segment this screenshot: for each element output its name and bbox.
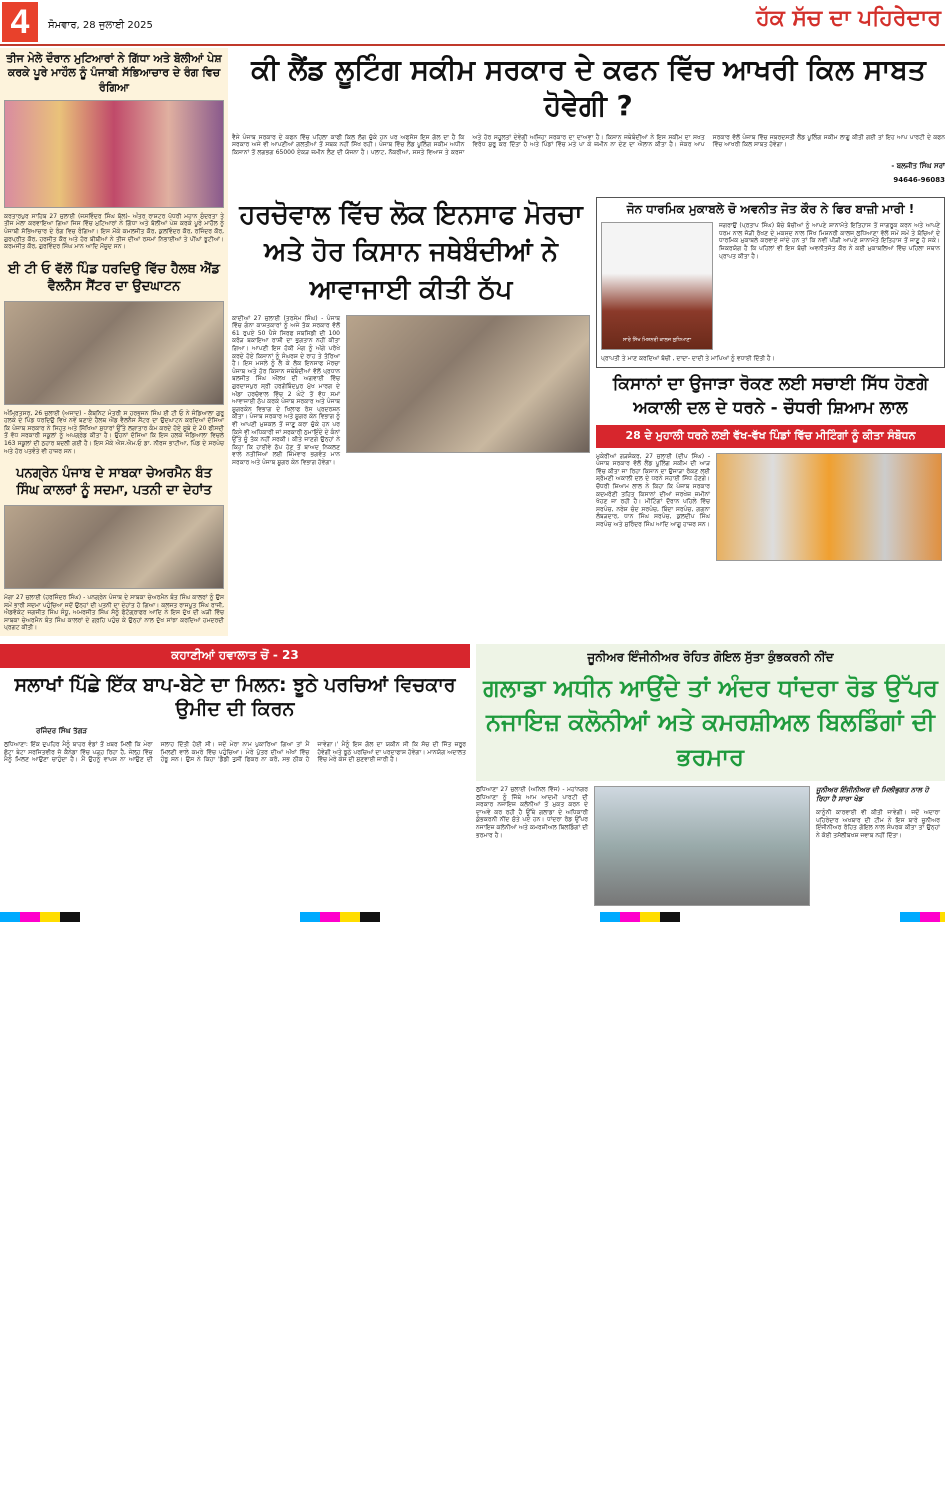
story1-headline: ਤੀਜ ਮੇਲੇ ਦੌਰਾਨ ਮੁਟਿਆਰਾਂ ਨੇ ਗਿੱਧਾ ਅਤੇ ਬੋਲੀਆਂ ਪੇਸ਼ ਕਰਕੇ ਪੂਰੇ ਮਾਹੌਲ ਨੂੰ ਪੰਜਾਬੀ ਸੱਭਿਆਚਾਰ ਦੇ ਰੰਗ ਵਿਚ ਰੰਗਿਆ [6, 52, 222, 94]
color-registration-bar [0, 912, 945, 922]
avneet-headline: ਜੋਨ ਧਾਰਮਿਕ ਮੁਕਾਬਲੇ ਚੋ ਅਵਨੀਤ ਜੋਤ ਕੌਰ ਨੇ ਫਿਰ ਬਾਜ਼ੀ ਮਾਰੀ ! [626, 201, 915, 216]
lead-phone: 94646-96083 [893, 175, 945, 184]
avneet-caption: ਪ੍ਰਾਪਤੀ ਤੇ ਮਾਣ ਕਰਦਿਆਂ ਬੱਚੀ , ਦਾਦਾ- ਦਾਦੀ ਤੇ ਮਾਪਿਆਂ ਨੂੰ ਵਧਾਈ ਦਿੱਤੀ ਹੈ। [601, 355, 775, 363]
harchowal-headline: ਹਰਚੋਵਾਲ ਵਿੱਚ ਲੋਕ ਇਨਸਾਫ ਮੋਰਚਾ ਅਤੇ ਹੋਰ ਕਿਸਾਨ ਜਥੇਬੰਦੀਆਂ ਨੇ ਆਵਾਜਾਈ ਕੀਤੀ ਠੱਪ [239, 199, 583, 305]
series-author: ਰਜਿੰਦਰ ਸਿੰਘ ਤੱਗੜ [36, 726, 88, 735]
avneet-plaque: ਸਾਰੇ ਸਿੱਖ ਮਿਸ਼ਨਰੀ ਕਾਲਜ ਲੁਧਿਆਣਾ [622, 337, 692, 344]
galada-side [816, 786, 940, 839]
harchowal-row [232, 315, 590, 467]
kisan-photo [716, 453, 942, 561]
series-body: ਲੁਧਿਆਣਾ: ਇੱਕ ਦੁਪਹਿਰ ਮੈਨੂੰ ਬਾਹਰ ਵੰਡਾਂ ਤੋਂ ਖ਼ਬਰ ਮਿਲੀ ਕਿ ਮੇਰਾ ਛੋਟਾ ਬੇਟਾ ਸਰਜਿਤਵੀਰ ਜੋ ਕੈਨੇਡਾ ਵਿੱਚ ਪੜ੍ਹ ਰਿਹਾ ਹੈ, ਜੇਲ੍ਹ ਵਿੱਚ ਮੈਨੂੰ ਮਿਲਣ ਆਉਣਾ ਚਾਹੁੰਦਾ ਹੈ। ਮੈਂ ਉਹਨੂੰ ਵਾਪਸ ਨਾ ਆਉਣ ਦੀ ਸਲਾਹ ਦਿੱਤੀ ਹੋਈ ਸੀ। ਜਦੋਂ ਮੇਰਾ ਨਾਮ ਪੁਕਾਰਿਆ ਗਿਆ ਤਾਂ ਮੈਂ ਮਿਲਣੀ ਵਾਲੇ ਕਮਰੇ ਵਿੱਚ ਪਹੁੰਚਿਆ। ਮੇਰੇ ਪੁੱਤਰ ਦੀਆਂ ਅੱਖਾਂ ਵਿੱਚ ਹੰਝੂ ਸਨ। ਉਸ ਨੇ ਕਿਹਾ 'ਡੈਡੀ ਤੁਸੀਂ ਫਿਕਰ ਨਾ ਕਰੋ, ਸਭ ਠੀਕ ਹੋ ਜਾਵੇਗਾ।' ਮੈਨੂੰ ਇਸ ਗੱਲ ਦਾ ਯਕੀਨ ਸੀ ਕਿ ਸੱਚ ਦੀ ਜਿੱਤ ਜ਼ਰੂਰ ਹੋਵੇਗੀ ਅਤੇ ਝੂਠੇ ਪਰਚਿਆਂ ਦਾ ਪਰਦਾਫਾਸ਼ ਹੋਵੇਗਾ। ਮਾਨਯੋਗ ਅਦਾਲਤ ਵਿੱਚ ਮੇਰੇ ਕੇਸ ਦੀ ਸੁਣਵਾਈ ਜਾਰੀ ਹੈ। [4, 740, 466, 764]
galada-section [476, 644, 945, 781]
harchowal-body: ਕਾਦੀਆਂ 27 ਜੁਲਾਈ (ਤਰਸੇਮ ਸਿੰਘ) - ਪੰਜਾਬ ਵਿੱਚ ਗੰਨਾ ਕਾਸ਼ਤਕਾਰਾਂ ਨੂੰ ਅਜੇ ਤੱਕ ਸਰਕਾਰ ਵੱਲੋਂ 61 ਰੁਪਏ 50 ਪੈਸੇ ਸਿਰਫ ਸਬਸਿਡੀ ਦੀ 100 ਕਰੋੜ ਬਕਾਇਆ ਰਾਸ਼ੀ ਦਾ ਭੁਗਤਾਨ ਨਹੀਂ ਕੀਤਾ ਗਿਆ। ਆਪਣੀ ਇਸ ਹੱਕੀ ਮੰਗ ਨੂੰ ਅੱਗੇ ਪਰੋਖੇ ਕਰਦੇ ਹੋਏ ਕਿਸਾਨਾਂ ਨੂੰ ਸੰਘਰਸ਼ ਦੇ ਰਾਹ ਤੇ ਤੋਰਿਆ ਹੈ। ਇਸ ਮਸਲੇ ਨੂੰ ਲੈ ਕੇ ਲੋਕ ਇਨਸਾਫ ਮੋਰਚਾ ਪੰਜਾਬ ਅਤੇ ਹੋਰ ਕਿਸਾਨ ਜਥੇਬੰਦੀਆਂ ਵੱਲੋਂ ਪ੍ਰਧਾਨ ਬਲਜੀਤ ਸਿੰਘ ਔਲਖ ਦੀ ਅਗਵਾਈ ਵਿੱਚ ਗੁਰਦਾਸਪੁਰ ਸ੍ਰੀ ਹਰਗੋਬਿੰਦਪੁਰ ਮੁੱਖ ਮਾਰਗ ਦੇ ਅੱਡਾ ਹਰਚੋਵਾਲ ਵਿੱਚ 2 ਘੰਟੇ ਤੋਂ ਵੱਧ ਸਮਾਂ ਆਵਾਜਾਈ ਠੱਪ ਕਰਕੇ ਪੰਜਾਬ ਸਰਕਾਰ ਅਤੇ ਪੰਜਾਬ ਸ਼ੂਗਰਕੇਨ ਵਿਭਾਗ ਦੇ ਖਿਲਾਫ ਰੋਸ ਪ੍ਰਦਰਸ਼ਨ ਕੀਤਾ। ਪੰਜਾਬ ਸਰਕਾਰ ਅਤੇ ਸ਼ੂਗਰ ਕੇਨ ਵਿਭਾਗ ਨੂੰ ਵੀ ਆਪਣੀ ਮੁਸ਼ਕਲ ਤੋਂ ਜਾਣੂ ਕਰਾ ਚੁੱਕੇ ਹਨ ਪਰ ਕਿਸੇ ਵੀ ਅਧਿਕਾਰੀ ਜਾਂ ਸਰਕਾਰੀ ਨੁਮਾਇੰਦੇ ਦੇ ਕੰਨਾਂ ਉੱਤੇ ਜੂੰ ਤੱਕ ਨਹੀਂ ਸਰਕੀ। ਕੀਤੇ ਜਾਣਗੇ ਉਨ੍ਹਾਂ ਨੇ ਕਿਹਾ ਕਿ ਹਾਈਵੇ ਠੱਪ ਹੋਣ ਤੋਂ ਬਾਅਦ ਨਿਕਲਣ ਵਾਲੇ ਨਤੀਜਿਆਂ ਲਈ ਜ਼ਿੰਮੇਵਾਰ ਭਗਵੰਤ ਮਾਨ ਸਰਕਾਰ ਅਤੇ ਪੰਜਾਬ ਸ਼ੂਗਰ ਕੇਨ ਵਿਭਾਗ ਹੋਵੇਗਾ। [232, 314, 340, 466]
left-column [0, 48, 228, 636]
avneet-box [596, 197, 945, 368]
issue-date: ਸੋਮਵਾਰ, 28 ਜੁਲਾਈ 2025 [48, 20, 153, 31]
upper-section [0, 46, 945, 636]
avneet-body: ਜਗਰਾਉਂ (ਪ੍ਰਤਾਪ ਸਿੰਘ) ਬੱਚੇ ਬੱਚੀਆਂ ਨੂੰ ਆਪਣੇ ਸ਼ਾਨਾਮੱਤੇ ਇਤਿਹਾਸ ਤੋਂ ਜਾਗਰੂਕ ਕਰਨ ਅਤੇ ਆਪਣੇ ਧਰਮ ਨਾਲ ਜੋੜੀ ਰੱਖਣ ਦੇ ਮਕਸਦ ਨਾਲ ਸਿੱਖ ਮਿਸ਼ਨਰੀ ਕਾਲਜ ਲੁਧਿਆਣਾ ਵੱਲੋਂ ਸਮੇਂ ਸਮੇਂ ਤੇ ਬੱਚਿਆਂ ਦੇ ਧਾਰਮਿਕ ਮੁਕਾਬਲੇ ਕਰਵਾਏ ਜਾਂਦੇ ਹਨ ਤਾਂ ਕਿ ਨਵੀਂ ਪੀੜੀ ਆਪਣੇ ਸ਼ਾਨਾਮੱਤੇ ਇਤਿਹਾਸ ਤੋਂ ਜਾਣੂ ਹੋ ਸਕੇ। ਜ਼ਿਕਰਯੋਗ ਹੈ ਕਿ ਪਹਿਲਾਂ ਵੀ ਇਸ ਬੱਚੀ ਅਵਨੀਤਜੋਤ ਕੌਰ ਨੇ ਕਈ ਮੁਕਾਬਲਿਆਂ ਵਿੱਚ ਪਹਿਲਾ ਸਥਾਨ ਪ੍ਰਾਪਤ ਕੀਤਾ ਹੈ। [719, 222, 940, 260]
lead-body: ਵੈਸੇ ਪੰਜਾਬ ਸਰਕਾਰ ਦੇ ਕਫਨ ਵਿੱਚ ਪਹਿਲਾ ਕਾਫੀ ਕਿਲ ਲੱਗ ਚੁੱਕੇ ਹਨ ਪਰ ਅਫਸੋਸ ਇਸ ਗੱਲ ਦਾ ਹੈ ਕਿ ਸਰਕਾਰ ਅਜੇ ਵੀ ਆਪਣੀਆਂ ਗਲਤੀਆਂ ਤੋਂ ਸਬਕ ਨਹੀਂ ਸਿੱਖ ਰਹੀ। ਪੰਜਾਬ ਵਿੱਚ ਲੈਂਡ ਪੂਲਿੰਗ ਸਕੀਮ ਅਧੀਨ ਕਿਸਾਨਾਂ ਤੋਂ ਲਗਭਗ 65000 ਏਕੜ ਜ਼ਮੀਨ ਲੈਣ ਦੀ ਯੋਜਨਾ ਹੈ। ਪਲਾਟ, ਨੌਕਰੀਆਂ, ਸਸਤੇ ਵਿਆਜ ਤੇ ਕਰਜਾ ਅਤੇ ਹੋਰ ਸਹੂਲਤਾਂ ਦੇਵੇਗੀ ਅਜਿਹਾ ਸਰਕਾਰ ਦਾ ਦਾਅਵਾ ਹੈ। ਕਿਸਾਨ ਜਥੇਬੰਦੀਆਂ ਨੇ ਇਸ ਸਕੀਮ ਦਾ ਸਖਤ ਵਿਰੋਧ ਸ਼ੁਰੂ ਕਰ ਦਿੱਤਾ ਹੈ ਅਤੇ ਪਿੰਡਾਂ ਵਿੱਚ ਮਤੇ ਪਾ ਕੇ ਜ਼ਮੀਨ ਨਾ ਦੇਣ ਦਾ ਐਲਾਨ ਕੀਤਾ ਹੈ। ਜੇਕਰ ਆਪ ਸਰਕਾਰ ਵੱਲੋਂ ਪੰਜਾਬ ਵਿੱਚ ਜਬਰਦਸਤੀ ਲੈਂਡ ਪੂਲਿੰਗ ਸਕੀਮ ਲਾਗੂ ਕੀਤੀ ਗਈ ਤਾਂ ਇਹ ਆਪ ਪਾਰਟੀ ਦੇ ਕਫਨ ਵਿੱਚ ਆਖਰੀ ਕਿਲ ਸਾਬਤ ਹੋਵੇਗਾ। [232, 133, 945, 156]
harchowal-photo [346, 315, 590, 453]
story2-headline: ਈ ਟੀ ਓ ਵੱਲੋਂ ਪਿੰਡ ਧਰਦਿਉ ਵਿੱਚ ਹੈਲਥ ਐਂਡ ਵੈਲਨੈਸ ਸੈਂਟਰ ਦਾ ਉਦਘਾਟਨ [8, 261, 220, 294]
masthead [0, 0, 945, 46]
story1-photo [4, 100, 224, 208]
galada-photo [594, 786, 810, 906]
galada-headline: ਗਲਾਡਾ ਅਧੀਨ ਆਉਂਦੇ ਤਾਂ ਅੰਦਰ ਧਾਂਦਰਾ ਰੋਡ ਉੱਪਰ ਨਜਾਇਜ਼ ਕਲੋਨੀਆਂ ਅਤੇ ਕਮਰਸ਼ੀਅਲ ਬਿਲਡਿੰਗਾਂ ਦੀ ਭਰਮਾਰ [483, 673, 938, 772]
story3-body: ਮੋਗਾ 27 ਜੁਲਾਈ (ਹਰਜਿੰਦਰ ਸਿੰਘ) - ਪਨਗ੍ਰੇਨ ਪੰਜਾਬ ਦੇ ਸਾਬਕਾ ਚੇਅਰਮੈਨ ਬੰਤ ਸਿੰਘ ਕਾਲਰਾਂ ਨੂੰ ਉਸ ਸਮੇਂ ਭਾਰੀ ਸਦਮਾ ਪਹੁੰਚਿਆ ਜਦੋਂ ਉਨ੍ਹਾਂ ਦੀ ਪਤਨੀ ਦਾ ਦੇਹਾਂਤ ਹੋ ਗਿਆ। ਕਲਜਤ ਰਾਜਪੂਤ ਸਿੰਘ ਰਾਜੀ, ਐਡਵੋਕੇਟ ਜਗਜੀਤ ਸਿੰਘ ਸੰਧੂ, ਅਮਰਜੀਤ ਸਿੰਘ ਸੋਨੂੰ ਫੋਟੋਗ੍ਰਾਫਰ ਆਦਿ ਨੇ ਇਸ ਦੁੱਖ ਦੀ ਘੜੀ ਵਿੱਚ ਸਾਬਕਾ ਚੇਅਰਮੈਨ ਬੰਤ ਸਿੰਘ ਕਾਲਰਾਂ ਦੇ ਗ੍ਰਹਿ ਪਹੁੰਚ ਕੇ ਉਨ੍ਹਾਂ ਨਾਲ ਦੁੱਖ ਸਾਂਝਾ ਕਰਦਿਆਂ ਹਮਦਰਦੀ ਪ੍ਰਗਟ ਕੀਤੀ। [4, 593, 224, 632]
lead-headline: ਕੀ ਲੈਂਡ ਲੂਟਿੰਗ ਸਕੀਮ ਸਰਕਾਰ ਦੇ ਕਫਨ ਵਿੱਚ ਆਖਰੀ ਕਿਲ ਸਾਬਤ ਹੋਵੇਗੀ ? [251, 53, 926, 123]
story1-body: ਕਰਤਾਰਪੁਰ ਸਾਹਿਬ 27 ਜੁਲਾਈ (ਜਸਵਿੰਦਰ ਸਿੰਘ ਬੱਲ)- ਅੰਤਰ ਰਾਸ਼ਟਰ ਪੱਧਰੀ ਮਹਾਨ ਸੁੰਦਰਤਾ ਤੇ ਤੀਜ ਮੇਲਾ ਕਰਵਾਇਆ ਗਿਆ ਜਿਸ ਵਿੱਚ ਮੁਟਿਆਰਾਂ ਨੇ ਗਿੱਧਾ ਅਤੇ ਬੋਲੀਆਂ ਪੇਸ਼ ਕਰਕੇ ਪੂਰੇ ਮਾਹੌਲ ਨੂੰ ਪੰਜਾਬੀ ਸੱਭਿਆਚਾਰ ਦੇ ਰੰਗ ਵਿਚ ਰੰਗਿਆ। ਇਸ ਮੌਕੇ ਕਮਲਜੀਤ ਕੌਰ, ਕੁਲਵਿੰਦਰ ਕੌਰ, ਰਜਿੰਦਰ ਕੌਰ, ਗੁਰਪ੍ਰੀਤ ਕੌਰ, ਹਰਜੀਤ ਕੌਰ ਅਤੇ ਹੋਰ ਬੀਬੀਆਂ ਨੇ ਤੀਜ ਦੀਆਂ ਰਸਮਾਂ ਨਿਭਾਈਆਂ ਤੇ ਪੀਂਘਾਂ ਝੂਟੀਆਂ। ਕਰਮਜੀਤ ਕੌਰ, ਗੁਰਵਿੰਦਰ ਸਿੰਘ ਮਾਨ ਆਦਿ ਮੌਜੂਦ ਸਨ। [4, 212, 224, 251]
galada-kicker: ਜੂਨੀਅਰ ਇੰਜੀਨੀਅਰ ਰੋਹਿਤ ਗੋਇਲ ਸੁੱਤਾ ਕੁੰਭਕਰਨੀ ਨੀਂਦ [587, 649, 834, 664]
avneet-photo [601, 222, 713, 350]
right-area [232, 48, 945, 636]
harchowal-story [232, 197, 590, 467]
lower-section [0, 644, 945, 906]
kisan-banner: 28 ਦੇ ਮੁਹਾਲੀ ਧਰਨੇ ਲਈ ਵੱਖ-ਵੱਖ ਪਿੰਡਾਂ ਵਿੱਚ ਮੀਟਿੰਗਾਂ ਨੂੰ ਕੀਤਾ ਸੰਬੋਧਨ [596, 425, 945, 447]
avneet-row [601, 222, 940, 350]
middle-row [232, 197, 945, 561]
story3-headline: ਪਨਗ੍ਰੇਨ ਪੰਜਾਬ ਦੇ ਸਾਬਕਾ ਚੇਅਰਮੈਨ ਬੰਤ ਸਿੰਘ ਕਾਲਰਾਂ ਨੂੰ ਸਦਮਾ, ਪਤਨੀ ਦਾ ਦੇਹਾਂਤ [16, 466, 212, 499]
series-banner: ਕਹਾਣੀਆਂ ਹਵਾਲਾਤ ਚੋਂ - 23 [0, 644, 470, 668]
galada-body: ਲੁਧਿਆਣਾ 27 ਜੁਲਾਈ (ਅਨਿਲ ਵਿੱਜ) - ਮਹਾਂਨਗਰ ਲੁਧਿਆਣਾ ਨੂੰ ਜਿੱਥੇ ਆਮ ਆਦਮੀ ਪਾਰਟੀ ਦੀ ਸਰਕਾਰ ਨਜਾਇਜ਼ ਕਲੋਨੀਆਂ ਤੋਂ ਮੁਕਤ ਕਰਨ ਦੇ ਦਾਅਵੇ ਕਰ ਰਹੀ ਹੈ ਉੱਥੇ ਗਲਾਡਾ ਦੇ ਅਧਿਕਾਰੀ ਕੁੰਭਕਰਨੀ ਨੀਂਦ ਸੁੱਤੇ ਪਏ ਹਨ। ਧਾਂਦਰਾ ਰੋਡ ਉੱਪਰ ਨਜਾਇਜ਼ ਕਲੋਨੀਆਂ ਅਤੇ ਕਮਰਸ਼ੀਅਲ ਬਿਲਡਿੰਗਾਂ ਦੀ ਭਰਮਾਰ ਹੈ। [476, 785, 588, 839]
kisan-headline: ਕਿਸਾਨਾਂ ਦਾ ਉਜਾੜਾ ਰੋਕਣ ਲਈ ਸਚਾਈ ਸਿੱਧ ਹੋਣਗੇ ਅਕਾਲੀ ਦਲ ਦੇ ਧਰਨੇ - ਚੌਧਰੀ ਸ਼ਿਆਮ ਲਾਲ [612, 373, 929, 418]
galada-side-body: ਕਾਨੂੰਨੀ ਕਾਰਵਾਈ ਵੀ ਕੀਤੀ ਜਾਵੇਗੀ। ਜਦੋਂ ਅਦਾਰਾ ਪਹਿਰੇਦਾਰ ਅਖਬਾਰ ਦੀ ਟੀਮ ਨੇ ਇਸ ਬਾਰੇ ਜੂਨੀਅਰ ਇੰਜੀਨੀਅਰ ਰੋਹਿਤ ਗੋਇਲ ਨਾਲ ਸੰਪਰਕ ਕੀਤਾ ਤਾਂ ਉਨ੍ਹਾਂ ਨੇ ਕੋਈ ਤਸੱਲੀਬਖਸ਼ ਜਵਾਬ ਨਹੀਂ ਦਿੱਤਾ। [816, 808, 940, 839]
masthead-logo: ਹੱਕ ਸੱਚ ਦਾ ਪਹਿਰੇਦਾਰ [756, 6, 941, 31]
galada-side-sub: ਜੂਨੀਅਰ ਇੰਜੀਨੀਅਰ ਦੀ ਮਿਲੀਭੁਗਤ ਨਾਲ ਹੋ ਰਿਹਾ ਹੈ ਸਾਰਾ ਖੇਡ [816, 785, 929, 803]
page-number: 4 [2, 2, 38, 42]
lead-byline: - ਬਲਜੀਤ ਸਿੰਘ ਸਰਾਂ [891, 161, 945, 170]
galada-row [476, 786, 945, 906]
kisan-row [596, 453, 945, 561]
series-headline: ਸਲਾਖਾਂ ਪਿੱਛੇ ਇੱਕ ਬਾਪ-ਬੇਟੇ ਦਾ ਮਿਲਨ: ਝੂਠੇ ਪਰਚਿਆਂ ਵਿਚਕਾਰ ਉਮੀਦ ਦੀ ਕਿਰਨ [14, 673, 456, 721]
series-story [0, 644, 470, 906]
kisan-body: ਮੁਕੇਰੀਆਂ ਗੜਸ਼ੰਕਰ, 27 ਜੁਲਾਈ (ਦੀਪ ਸਿੰਘ) - ਪੰਜਾਬ ਸਰਕਾਰ ਵੱਲੋਂ ਲੈਂਡ ਪੂਲਿੰਗ ਸਕੀਮ ਦੀ ਆੜ ਵਿੱਚ ਕੀਤਾ ਜਾ ਰਿਹਾ ਕਿਸਾਨ ਦਾ ਉਜਾੜਾ ਰੋਕਣ ਲਈ ਸ਼੍ਰੋਮਣੀ ਅਕਾਲੀ ਦਲ ਦੇ ਧਰਨੇ ਸਹਾਈ ਸਿੱਧ ਹੋਣਗੇ। ਚੌਧਰੀ ਸ਼ਿਆਮ ਲਾਲ ਨੇ ਕਿਹਾ ਕਿ ਪੰਜਾਬ ਸਰਕਾਰ ਕਦਮਰੋਣੀ ਤਹਿਤ ਕਿਸਾਨਾਂ ਦੀਆਂ ਜਰਖੇਜ਼ ਜ਼ਮੀਨਾਂ ਖੋਹਣ ਜਾ ਰਹੀ ਹੈ। ਮੀਟਿੰਗਾਂ ਦੌਰਾਨ ਪਹਿਲੇ ਵਿੱਚ ਸਰਪੰਚ, ਨਰੇਸ਼ ਚੰਦ ਸਰਪੰਚ, ਬਿੰਦਾ ਸਰਪੰਚ, ਗਗਨਾ ਲੰਬੜਦਾਰ, ਧਾਨ ਸਿੰਘ ਸਰਪੰਚ, ਕੁਲਦੀਪ ਸਿੰਘ ਸਰਪੰਚ ਅਤੇ ਸੁਰਿੰਦਰ ਸਿੰਘ ਆਦਿ ਆਗੂ ਹਾਜ਼ਰ ਸਨ। [596, 452, 710, 528]
story3-photo [4, 505, 224, 589]
right-stack [596, 197, 945, 561]
story2-body: ਅੰਮ੍ਰਿਤਸਰ, 26 ਜੁਲਾਈ (ਅਜਾਦ) - ਕੈਬਨਿਟ ਮੰਤਰੀ ਸ ਹਰਭਜਨ ਸਿੰਘ ਈ ਟੀ ਓ ਨੇ ਜੰਡਿਆਲਾ ਗੁਰੂ ਹਲਕੇ ਦੇ ਪਿੰਡ ਧਰਦਿਉ ਵਿਖੇ ਨਵੇਂ ਬਣਾਏ ਹੈਲਥ ਐਂਡ ਵੈਲਨੈਸ ਸੈਂਟਰ ਦਾ ਉਦਘਾਟਨ ਕਰਦਿਆਂ ਦੱਸਿਆ ਕਿ ਪੰਜਾਬ ਸਰਕਾਰ ਨੇ ਸਿਹਤ ਅਤੇ ਸਿੱਖਿਆ ਸੁਧਾਰਾਂ ਉੱਤੇ ਲਗਾਤਾਰ ਕੰਮ ਕਰਦੇ ਹੋਏ ਸੂਬੇ ਦੇ 20 ਫੀਸਦੀ ਤੋਂ ਵੱਧ ਸਰਕਾਰੀ ਸਕੂਲਾਂ ਨੂੰ ਅਪਗ੍ਰੇਡ ਕੀਤਾ ਹੈ। ਉਹਨਾਂ ਦੱਸਿਆ ਕਿ ਇਸ ਹਲਕੇ ਜੰਡਿਆਲਾ ਵਿਚਲੇ 163 ਸਕੂਲਾਂ ਦੀ ਨੁਹਾਰ ਬਦਲੀ ਗਈ ਹੈ। ਇਸ ਮੌਕੇ ਐਸ.ਐਮ.ਓ ਡਾ. ਨੀਰਜ ਭਾਟੀਆ, ਪਿੰਡ ਦੇ ਸਰਪੰਚ ਅਤੇ ਹੋਰ ਪਤਵੰਤੇ ਵੀ ਹਾਜ਼ਰ ਸਨ। [4, 409, 224, 455]
story2-photo [4, 301, 224, 405]
galada-story [476, 644, 945, 906]
